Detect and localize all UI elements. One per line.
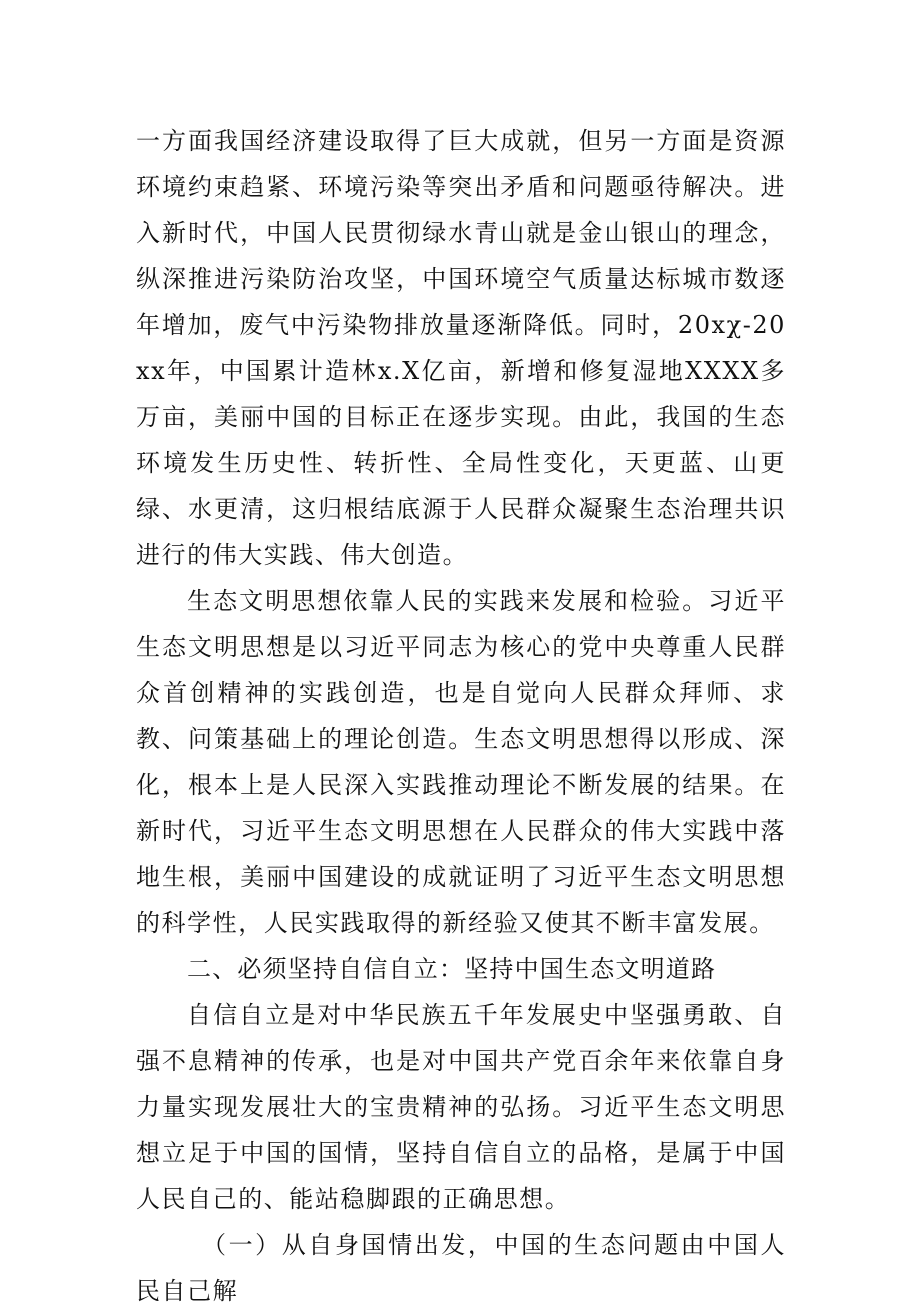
paragraph-people-practice: 生态文明思想依靠人民的实践来发展和检验。习近平生态文明思想是以习近平同志为核心的党中央尊重人民群众首创精神的实践创造，也是自觉向人民群众拜师、求教、问策基础上的理论创造。生态文明思想得以形成、深化，根本上是人民深入实践推动理论不断发展的结果。在新时代，习近平生态文明思想在人民群众的伟大实践中落地生根，美丽中国建设的成就证明了习近平生态文明思想的科学性，人民实践取得的新经验又使其不断丰富发展。 xyxy=(136,587,786,937)
subheading-national-conditions: （一）从自身国情出发，中国的生态问题由中国人民自己解 xyxy=(136,1231,786,1305)
paragraph-self-reliance: 自信自立是对中华民族五千年发展史中坚强勇敢、自强不息精神的传承，也是对中国共产党百余年来依靠自身力量实现发展壮大的宝贵精神的弘扬。习近平生态文明思想立足于中国的国情，坚持自信自立的品格，是属于中国人民自己的、能站稳脚跟的正确思想。 xyxy=(136,1001,786,1213)
document-body xyxy=(136,118,786,1314)
paragraph-ecological-achievements: 一方面我国经济建设取得了巨大成就，但另一方面是资源环境约束趋紧、环境污染等突出矛盾和问题亟待解决。进入新时代，中国人民贯彻绿水青山就是金山银山的理念，纵深推进污染防治攻坚，中国环境空气质量达标城市数逐年增加，废气中污染物排放量逐渐降低。同时，20xχ-20xx年，中国累计造林x.X亿亩，新增和修复湿地XXXX多万亩，美丽中国的目标正在逐步实现。由此，我国的生态环境发生历史性、转折性、全局性变化，天更蓝、山更绿、水更清，这归根结底源于人民群众凝聚生态治理共识进行的伟大实践、伟大创造。 xyxy=(136,127,786,569)
section-heading-self-confidence: 二、必须坚持自信自立：坚持中国生态文明道路 xyxy=(187,955,717,983)
